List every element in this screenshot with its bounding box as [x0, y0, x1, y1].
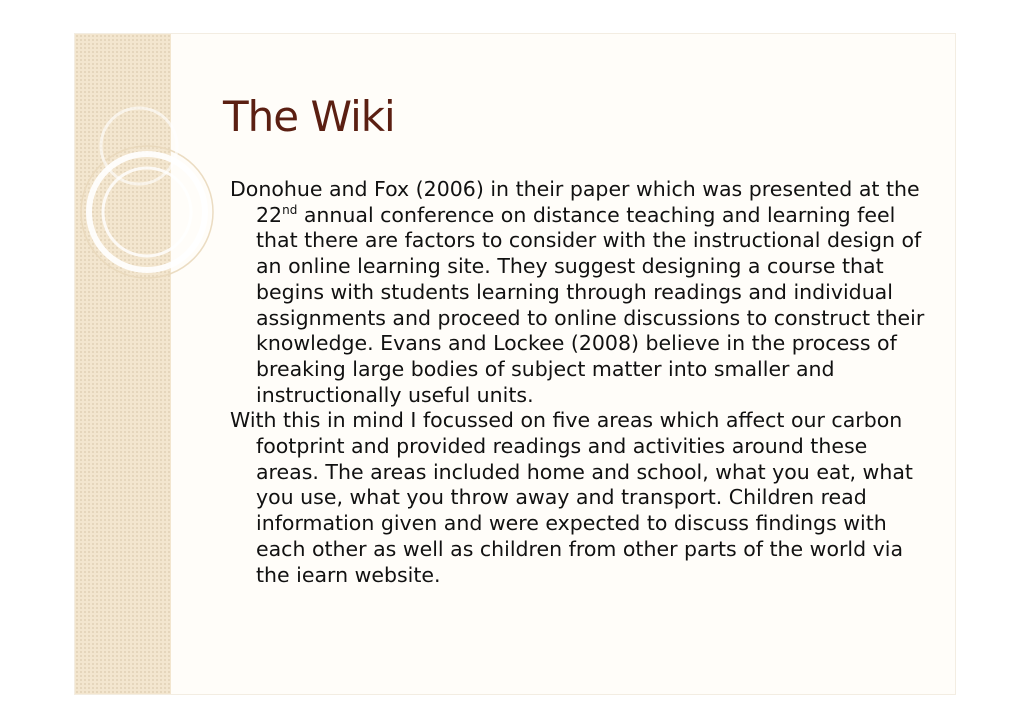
ordinal-superscript: nd — [282, 202, 298, 217]
paragraph-1 — [230, 177, 930, 408]
paragraph-1-rest: annual conference on distance teaching and learning feel that there are factors to consider with the instructional design of an online learning site. They suggest designing a course that begins with students learning through readings and individual assignments and proceed to online discussions to construct their knowledge. Evans and Lockee (2008) believe in the process of breaking large bodies of subject matter into smaller and instructionally useful units. — [256, 202, 925, 407]
slide-body — [230, 177, 930, 588]
slide-title: The Wiki — [223, 92, 395, 141]
paragraph-1-lead: Donohue and Fox (2006) in their paper which was presented at the 22 — [230, 177, 920, 227]
slide — [75, 34, 955, 694]
concentric-rings-icon — [75, 34, 215, 294]
paragraph-2: With this in mind I focussed on five areas which affect our carbon footprint and provided readings and activities around these areas. The areas included home and school, what you eat, what you use, what you throw away and transport. Children read information given and were expected to discuss findings with each other as well as children from other parts of the world via the iearn website. — [230, 408, 913, 587]
